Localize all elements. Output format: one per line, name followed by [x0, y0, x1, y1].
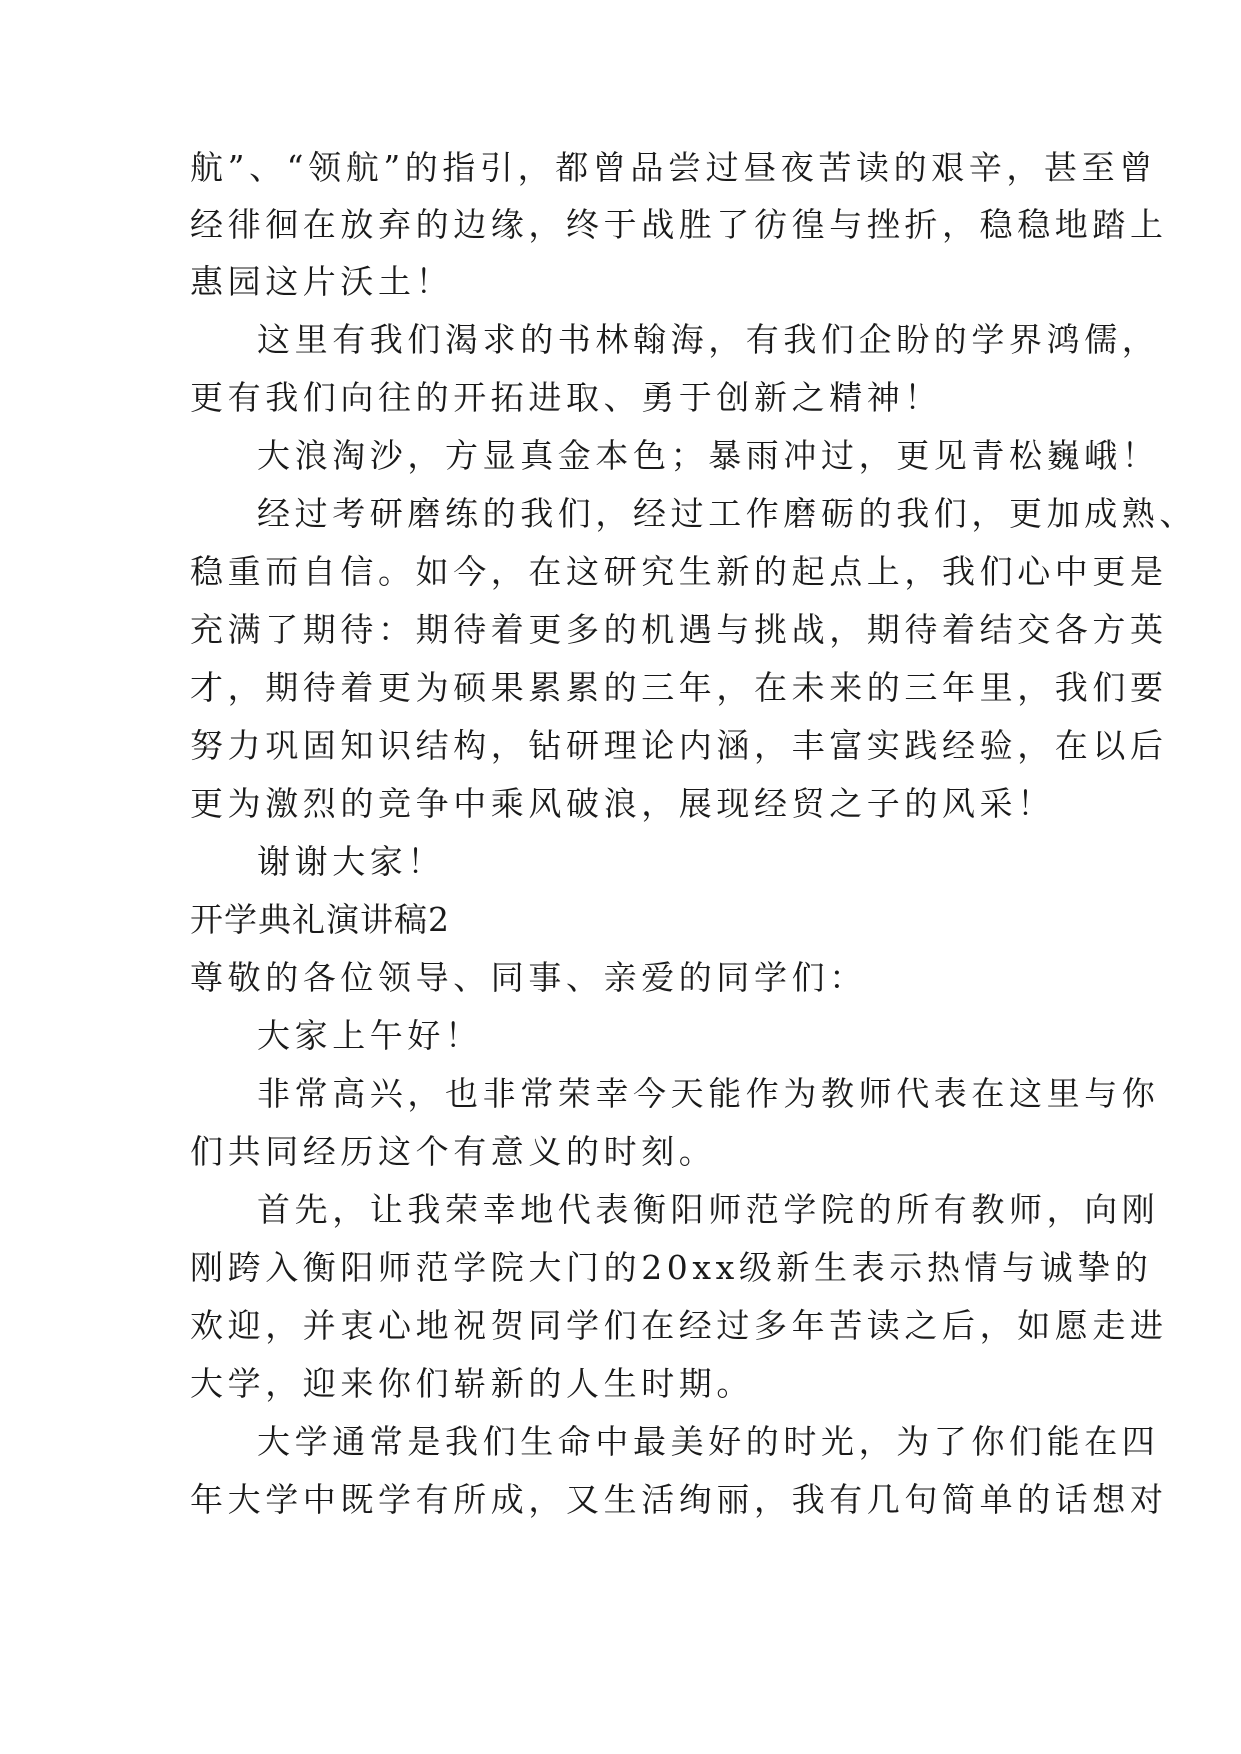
text-line: 才，期待着更为硕果累累的三年，在未来的三年里，我们要 [190, 668, 1168, 707]
text-line: 欢迎，并衷心地祝贺同学们在经过多年苦读之后，如愿走进 [190, 1306, 1168, 1345]
text-line: 谢谢大家！ [257, 842, 445, 881]
text-line: 大学通常是我们生命中最美好的时光，为了你们能在四 [257, 1422, 1160, 1461]
text-line: 首先，让我荣幸地代表衡阳师范学院的所有教师，向刚 [257, 1190, 1160, 1229]
text-line: 更为激烈的竞争中乘风破浪，展现经贸之子的风采！ [190, 784, 1055, 823]
text-line: 惠园这片沃土！ [190, 262, 454, 301]
text-line: 们共同经历这个有意义的时刻。 [190, 1132, 717, 1171]
text-line: 充满了期待：期待着更多的机遇与挑战，期待着结交各方英 [190, 610, 1168, 649]
text-line: 非常高兴，也非常荣幸今天能作为教师代表在这里与你 [257, 1074, 1160, 1113]
greeting: 大家上午好！ [257, 1016, 483, 1055]
salutation: 尊敬的各位领导、同事、亲爱的同学们： [190, 958, 867, 997]
text-line: 年大学中既学有所成，又生活绚丽，我有几句简单的话想对 [190, 1480, 1168, 1519]
text-line: 这里有我们渴求的书林翰海，有我们企盼的学界鸿儒， [257, 320, 1160, 359]
text-line: 努力巩固知识结构，钻研理论内涵，丰富实践经验，在以后 [190, 726, 1168, 765]
text-line: 稳重而自信。如今，在这研究生新的起点上，我们心中更是 [190, 552, 1168, 591]
text-line: 经徘徊在放弃的边缘，终于战胜了彷徨与挫折，稳稳地踏上 [190, 205, 1168, 244]
text-line: 大浪淘沙，方显真金本色；暴雨冲过，更见青松巍峨！ [257, 436, 1160, 475]
text-line: 大学，迎来你们崭新的人生时期。 [190, 1364, 754, 1403]
text-line: 航”、“领航”的指引，都曾品尝过昼夜苦读的艰辛，甚至曾 [190, 148, 1157, 187]
text-line: 经过考研磨练的我们，经过工作磨砺的我们，更加成熟、 [257, 494, 1197, 533]
text-line: 刚跨入衡阳师范学院大门的20xx级新生表示热情与诚挚的 [190, 1248, 1153, 1287]
text-line: 更有我们向往的开拓进取、勇于创新之精神！ [190, 378, 942, 417]
section-heading: 开学典礼演讲稿2 [190, 900, 450, 939]
